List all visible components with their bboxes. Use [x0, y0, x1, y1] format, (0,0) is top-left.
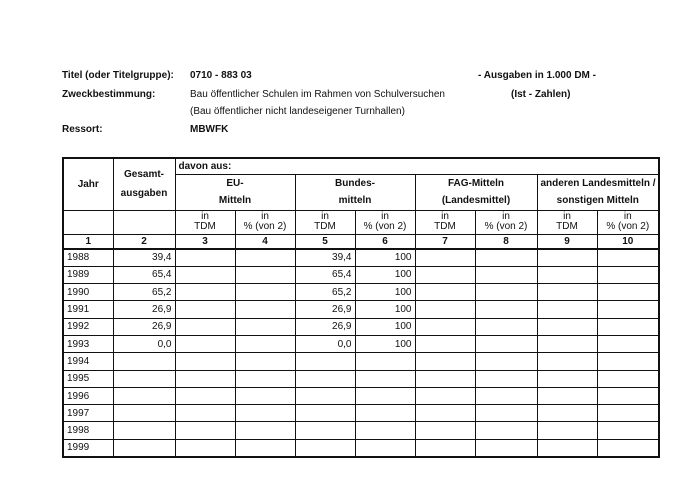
eu-tdm-cell: [175, 335, 235, 352]
title-value: 0710 - 883 03: [190, 70, 252, 81]
fag-pct-cell: [475, 370, 537, 387]
andere-tdm-cell: [537, 266, 597, 283]
bund-pct-cell: 100: [355, 249, 415, 267]
bund-tdm-subheader: [295, 210, 355, 234]
year-cell: 1995: [63, 370, 113, 387]
tdm-label: TDM: [314, 221, 336, 232]
purpose-label: Zweckbestimmung:: [62, 89, 156, 100]
bund-pct-cell: [355, 439, 415, 457]
bund-pct-cell: [355, 370, 415, 387]
andere-tdm-cell: [537, 353, 597, 370]
eu-pct-cell: [235, 439, 295, 457]
fag-header-line1: FAG-Mitteln: [415, 174, 537, 192]
in-label: in: [502, 211, 510, 222]
pct-label: % (von 2): [606, 221, 650, 232]
andere-tdm-cell: [537, 439, 597, 457]
gesamt-cell: 65,4: [113, 266, 175, 283]
fag-pct-cell: [475, 439, 537, 457]
table-row: [63, 335, 659, 352]
in-label: in: [563, 211, 571, 222]
bund-tdm-cell: [295, 353, 355, 370]
bund-pct-cell: 100: [355, 335, 415, 352]
col-gesamt-header: [113, 158, 175, 210]
fag-tdm-cell: [415, 439, 475, 457]
bund-tdm-cell: [295, 422, 355, 439]
year-cell: 1991: [63, 301, 113, 318]
purpose-line-2: (Bau öffentlicher nicht landeseigener Turnhallen): [190, 106, 405, 117]
fag-pct-cell: [475, 249, 537, 267]
fag-pct-cell: [475, 266, 537, 283]
fag-tdm-cell: [415, 405, 475, 422]
year-cell: 1988: [63, 249, 113, 267]
andere-pct-cell: [597, 318, 659, 335]
fag-tdm-cell: [415, 266, 475, 283]
eu-tdm-cell: [175, 266, 235, 283]
fag-pct-cell: [475, 387, 537, 404]
in-label: in: [441, 211, 449, 222]
andere-tdm-cell: [537, 284, 597, 301]
andere-header-line2: sonstigen Mitteln: [537, 192, 659, 210]
eu-pct-cell: [235, 284, 295, 301]
in-label: in: [381, 211, 389, 222]
year-cell: 1999: [63, 439, 113, 457]
andere-pct-cell: [597, 439, 659, 457]
andere-tdm-cell: [537, 387, 597, 404]
col-gesamt-line2: ausgaben: [120, 188, 168, 200]
andere-pct-cell: [597, 301, 659, 318]
eu-pct-cell: [235, 301, 295, 318]
fag-tdm-cell: [415, 301, 475, 318]
eu-pct-cell: [235, 318, 295, 335]
eu-pct-cell: [235, 387, 295, 404]
gesamt-cell: 26,9: [113, 318, 175, 335]
fag-tdm-cell: [415, 422, 475, 439]
gesamt-cell: 26,9: [113, 301, 175, 318]
gesamt-cell: [113, 353, 175, 370]
eu-pct-cell: [235, 353, 295, 370]
in-label: in: [201, 211, 209, 222]
andere-pct-cell: [597, 335, 659, 352]
year-cell: 1990: [63, 284, 113, 301]
eu-tdm-cell: [175, 249, 235, 267]
andere-tdm-cell: [537, 370, 597, 387]
unit-cell-empty: [113, 210, 175, 234]
eu-tdm-cell: [175, 284, 235, 301]
in-label: in: [261, 211, 269, 222]
table-row: [63, 353, 659, 370]
tdm-label: TDM: [556, 221, 578, 232]
table-row: [63, 301, 659, 318]
unit-note: - Ausgaben in 1.000 DM -: [478, 70, 596, 81]
table-row: [63, 370, 659, 387]
table-row: [63, 439, 659, 457]
eu-tdm-subheader: [175, 210, 235, 234]
year-cell: 1996: [63, 387, 113, 404]
ressort-label: Ressort:: [62, 124, 103, 135]
column-number: 5: [295, 234, 355, 249]
col-gesamt-line1: Gesamt-: [123, 169, 164, 181]
column-number: 9: [537, 234, 597, 249]
fag-pct-subheader: [475, 210, 537, 234]
bund-pct-cell: 100: [355, 284, 415, 301]
year-cell: 1993: [63, 335, 113, 352]
davon-aus-header: davon aus:: [175, 158, 659, 174]
pct-label: % (von 2): [363, 221, 407, 232]
andere-tdm-cell: [537, 318, 597, 335]
eu-pct-cell: [235, 370, 295, 387]
eu-pct-cell: [235, 266, 295, 283]
eu-header-line2: Mitteln: [175, 192, 295, 210]
andere-pct-cell: [597, 370, 659, 387]
andere-pct-subheader: [597, 210, 659, 234]
eu-header-line1: EU-: [175, 174, 295, 192]
column-number: 2: [113, 234, 175, 249]
column-number: 8: [475, 234, 537, 249]
col-jahr-header: Jahr: [63, 158, 113, 210]
fag-tdm-cell: [415, 249, 475, 267]
andere-tdm-subheader: [537, 210, 597, 234]
eu-tdm-cell: [175, 405, 235, 422]
bund-tdm-cell: 65,4: [295, 266, 355, 283]
fag-pct-cell: [475, 405, 537, 422]
andere-tdm-cell: [537, 301, 597, 318]
tdm-label: TDM: [434, 221, 456, 232]
table-row: [63, 387, 659, 404]
eu-pct-cell: [235, 249, 295, 267]
andere-pct-cell: [597, 387, 659, 404]
gesamt-cell: 0,0: [113, 335, 175, 352]
year-cell: 1998: [63, 422, 113, 439]
bund-tdm-cell: [295, 439, 355, 457]
andere-pct-cell: [597, 284, 659, 301]
gesamt-cell: [113, 439, 175, 457]
gesamt-cell: 39,4: [113, 249, 175, 267]
bund-tdm-cell: 0,0: [295, 335, 355, 352]
pct-label: % (von 2): [484, 221, 528, 232]
purpose-line-1: Bau öffentlicher Schulen im Rahmen von Schulversuchen: [190, 89, 445, 100]
year-cell: 1989: [63, 266, 113, 283]
fag-pct-cell: [475, 353, 537, 370]
column-number: 4: [235, 234, 295, 249]
eu-tdm-cell: [175, 422, 235, 439]
column-number: 3: [175, 234, 235, 249]
column-number: 6: [355, 234, 415, 249]
gesamt-cell: [113, 422, 175, 439]
bund-tdm-cell: 39,4: [295, 249, 355, 267]
eu-tdm-cell: [175, 353, 235, 370]
bund-header-line2: mitteln: [295, 192, 415, 210]
eu-tdm-cell: [175, 387, 235, 404]
fag-tdm-cell: [415, 387, 475, 404]
eu-tdm-cell: [175, 439, 235, 457]
column-number: 10: [597, 234, 659, 249]
column-number: 7: [415, 234, 475, 249]
eu-pct-cell: [235, 422, 295, 439]
fag-tdm-cell: [415, 318, 475, 335]
in-label: in: [623, 211, 632, 222]
title-label: Titel (oder Titelgruppe):: [62, 70, 174, 81]
bund-tdm-cell: 65,2: [295, 284, 355, 301]
gesamt-cell: [113, 370, 175, 387]
fag-header-line2: (Landesmittel): [415, 192, 537, 210]
table-row: [63, 318, 659, 335]
bund-tdm-cell: [295, 370, 355, 387]
andere-tdm-cell: [537, 249, 597, 267]
andere-header-line1: anderen Landesmitteln /: [537, 174, 659, 192]
andere-tdm-cell: [537, 335, 597, 352]
gesamt-cell: 65,2: [113, 284, 175, 301]
eu-pct-cell: [235, 335, 295, 352]
fag-pct-cell: [475, 318, 537, 335]
bund-pct-subheader: [355, 210, 415, 234]
column-number: 1: [63, 234, 113, 249]
table-row: [63, 266, 659, 283]
andere-pct-cell: [597, 266, 659, 283]
table-row: [63, 284, 659, 301]
pct-label: % (von 2): [243, 221, 287, 232]
expenditure-table: [62, 157, 660, 458]
table-row: [63, 405, 659, 422]
bund-tdm-cell: 26,9: [295, 301, 355, 318]
fag-tdm-cell: [415, 353, 475, 370]
andere-pct-cell: [597, 353, 659, 370]
fag-pct-cell: [475, 284, 537, 301]
fag-tdm-cell: [415, 284, 475, 301]
gesamt-cell: [113, 405, 175, 422]
andere-pct-cell: [597, 249, 659, 267]
unit-cell-empty: [63, 210, 113, 234]
andere-tdm-cell: [537, 405, 597, 422]
in-label: in: [321, 211, 329, 222]
eu-pct-cell: [235, 405, 295, 422]
bund-pct-cell: [355, 405, 415, 422]
bund-header-line1: Bundes-: [295, 174, 415, 192]
bund-pct-cell: [355, 422, 415, 439]
eu-tdm-cell: [175, 301, 235, 318]
bund-tdm-cell: [295, 387, 355, 404]
tdm-label: TDM: [194, 221, 216, 232]
fag-tdm-cell: [415, 370, 475, 387]
andere-pct-cell: [597, 405, 659, 422]
fag-pct-cell: [475, 301, 537, 318]
fag-tdm-cell: [415, 335, 475, 352]
bund-tdm-cell: [295, 405, 355, 422]
ist-note: (Ist - Zahlen): [511, 89, 571, 100]
ressort-value: MBWFK: [190, 124, 229, 135]
year-cell: 1992: [63, 318, 113, 335]
bund-tdm-cell: 26,9: [295, 318, 355, 335]
gesamt-cell: [113, 387, 175, 404]
year-cell: 1994: [63, 353, 113, 370]
eu-pct-subheader: [235, 210, 295, 234]
fag-tdm-subheader: [415, 210, 475, 234]
table-row: [63, 422, 659, 439]
andere-tdm-cell: [537, 422, 597, 439]
year-cell: 1997: [63, 405, 113, 422]
andere-pct-cell: [597, 422, 659, 439]
fag-pct-cell: [475, 335, 537, 352]
bund-pct-cell: 100: [355, 266, 415, 283]
eu-tdm-cell: [175, 318, 235, 335]
bund-pct-cell: 100: [355, 318, 415, 335]
fag-pct-cell: [475, 422, 537, 439]
bund-pct-cell: 100: [355, 301, 415, 318]
table-row: [63, 249, 659, 267]
bund-pct-cell: [355, 353, 415, 370]
eu-tdm-cell: [175, 370, 235, 387]
bund-pct-cell: [355, 387, 415, 404]
